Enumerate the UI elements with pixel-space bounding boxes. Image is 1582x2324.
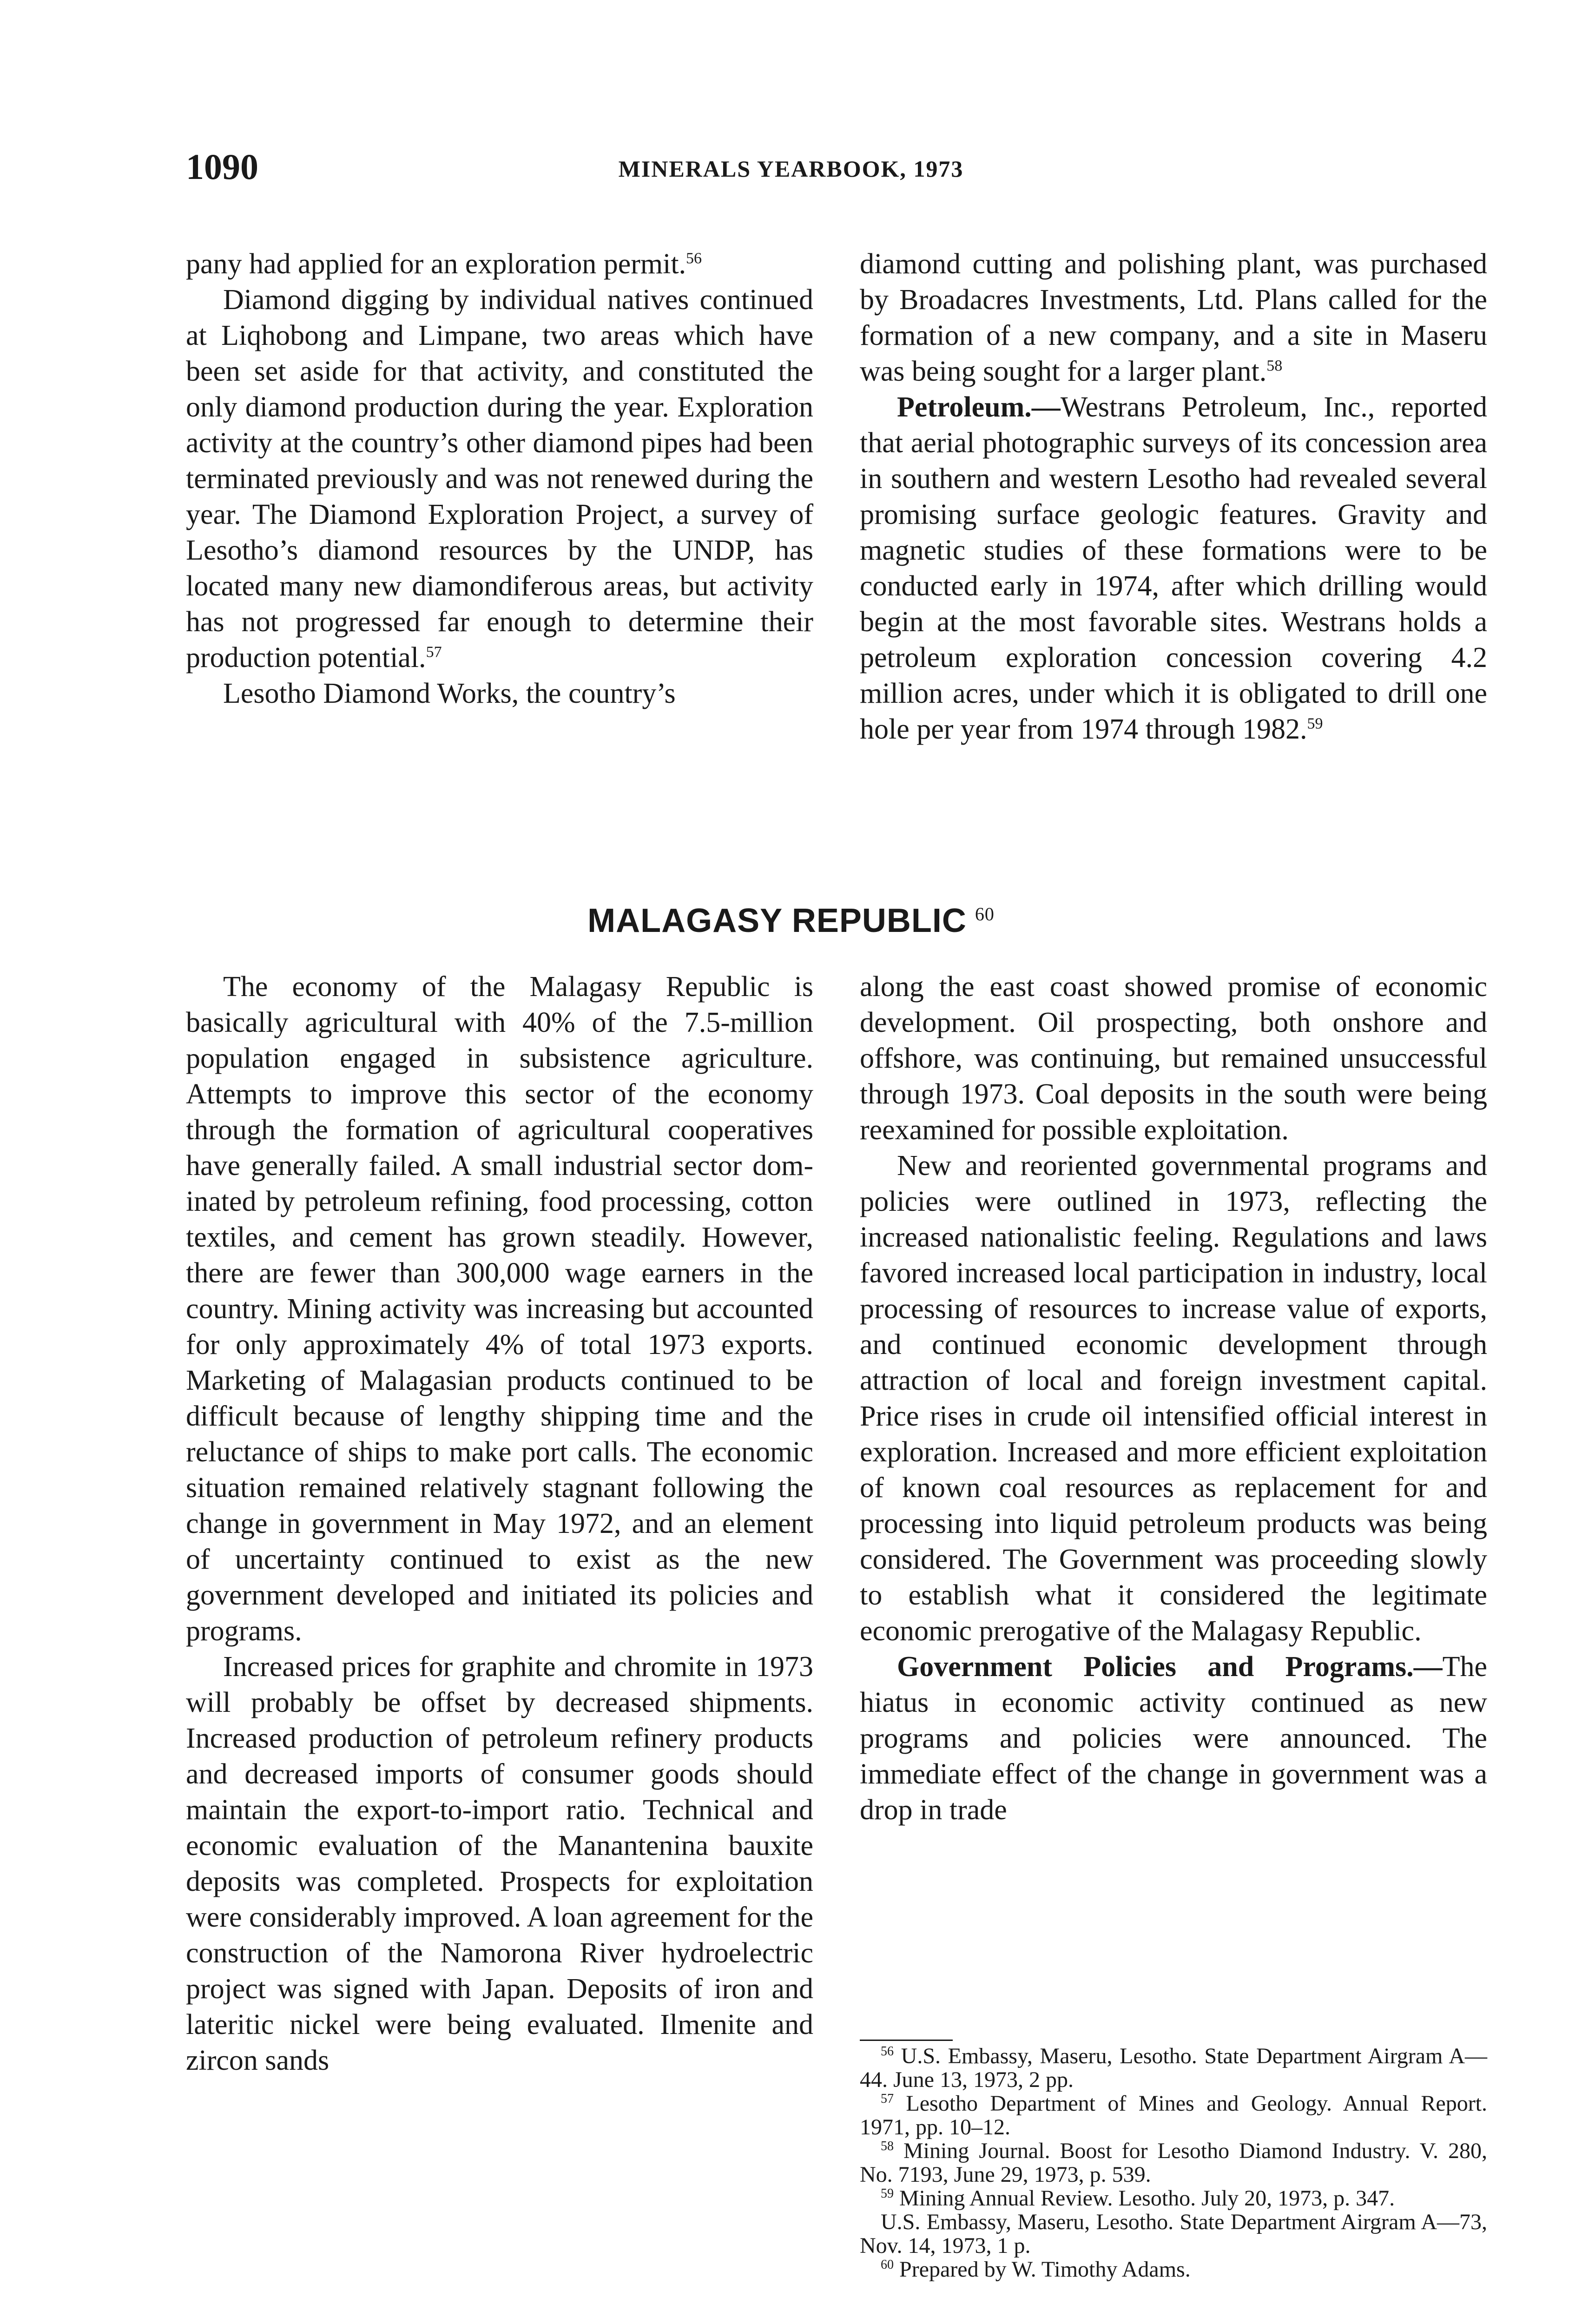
paragraph: Lesotho Diamond Works, the country’s [223,678,676,709]
paragraph: Diamond digging by individual natives continued at Liqhobong and Limpane, two areas which have been set aside for that activity, and constituted the only diamond production during the year. Exploration activity at the country’s other diamond pipes had been terminated previously and was not renewed during the year. The Diamond Exploration Project, a survey of Lesotho’s diamond resources by the UNDP, has located many new diamondiferous areas, but activity has not progressed far enough to determine their production potential.$^{57}$ [186,284,813,673]
top-right-column [860,246,1487,747]
paragraph: New and reoriented governmental programs and policies were outlined in 1973, reflecting the increased nationalistic feeling. Regulations and laws favored increased local participation in industry, local processing of resources to increase value of exports, and continued economic development through attraction of local and foreign investment capital. Price rises in crude oil intensified official interest in exploration. Increased and more efficient exploitation of known coal resources as replacement for and processing into liquid petroleum products was being considered. The Government was proceeding slowly to establish what it considered the legitimate economic prerogative of the Malagasy Republic. [860,1150,1487,1647]
footnote-ref: 60 [975,904,995,924]
top-left-column [186,246,813,712]
footnote-ref: 57 [426,643,442,661]
run-in-heading-government-policies: Government Policies and Programs.— [897,1651,1443,1683]
run-in-heading-petroleum: Petroleum.— [897,391,1061,423]
paragraph: Petroleum.—Westrans Petroleum, Inc., reported that aerial photographic surveys of its concession area in southern and western Lesotho had revealed several promising surface geologic features. Gravity and magnetic studies of these formations were to be conducted early in 1974, after which drilling would begin at the most favorable sites. Westrans holds a petroleum exploration concession covering 4.2 million acres, under which it is obligated to drill one hole per year from 1974 through 1982.59 [860,391,1487,745]
running-head: MINERALS YEARBOOK, 1973 [618,156,964,182]
footnote: $^{60}$ Prepared by W. Timothy Adams. [881,2257,1191,2282]
footnote: $^{59}$ Mining Annual Review. Lesotho. July 20, 1973, p. 347. [881,2186,1395,2211]
footnote-ref: 59 [1307,715,1323,733]
bottom-left-column [186,969,813,2079]
footnote: $^{56}$ U.S. Embassy, Maseru, Lesotho. State Department Airgram A—44. June 13, 1973, 2 pp. [860,2044,1488,2092]
footnote-rule [860,2040,953,2041]
footnote-ref: 56 [686,250,702,267]
footnote: $^{58}$ Mining Journal. Boost for Lesotho Diamond Industry. V. 280, No. 7193, June 29, 1973, p. 539. [860,2139,1487,2187]
footnote-ref: 58 [1266,357,1283,375]
paragraph: pany had applied for an exploration permit.$^{56}$ [186,248,702,280]
bottom-right-column [860,969,1487,1828]
section-title: MALAGASY REPUBLIC $^{60}$ [587,902,995,939]
page-number: 1090 [186,146,258,187]
paragraph: Increased prices for graphite and chromite in 1973 will probably be offset by decreased shipments. Increased production of petroleum refinery products and decreased imports of consumer goods should maintain the export-to-import ratio. Technical and economic evaluation of the Manantenina bauxite deposits was completed. Prospects for exploitation were considerably improved. A loan agreement for the construction of the Namorona River hydroelectric project was signed with Japan. Deposits of iron and lateritic nickel were being evaluated. Ilmenite and zircon sands [186,1651,813,2076]
paragraph: along the east coast showed promise of economic development. Oil prospecting, both onshore and offshore, was continuing, but remained unsuccessful through 1973. Coal deposits in the south were being reexamined for possible exploitation. [860,971,1487,1146]
footnotes [860,2044,1487,2281]
footnote: $^{57}$ Lesotho Department of Mines and Geology. Annual Report. 1971, pp. 10–12. [860,2091,1488,2139]
paragraph: The economy of the Malagasy Republic is basically agricultural with 40% of the 7.5-million population engaged in subsistence agriculture. Attempts to improve this sector of the economy through the formation of agricultural cooperatives have generally failed. A small industrial sector dominated by petroleum refining, food processing, cotton textiles, and cement has grown steadily. However, there are fewer than 300,000 wage earners in the country. Mining activity was increasing but accounted for only approximately 4% of total 1973 exports. Marketing of Malagasian products continued to be difficult because of lengthy shipping time and the reluctance of ships to make port calls. The economic situation remained relatively stagnant following the change in government in May 1972, and an element of uncertainty continued to exist as the new government developed and initiated its policies and programs. [186,971,813,1647]
paragraph: diamond cutting and polishing plant, was purchased by Broadacres Investments, Ltd. Plans called for the formation of a new company, and a site in Maseru was being sought for a larger plant.$^{58}$ [860,248,1487,387]
footnote: U.S. Embassy, Maseru, Lesotho. State Department Airgram A—73, Nov. 14, 1973, 1 p. [860,2210,1487,2258]
paragraph: Government Policies and Programs.—The hiatus in economic activity continued as new programs and policies were announced. The immediate effect of the change in government was a drop in trade [860,1651,1487,1826]
